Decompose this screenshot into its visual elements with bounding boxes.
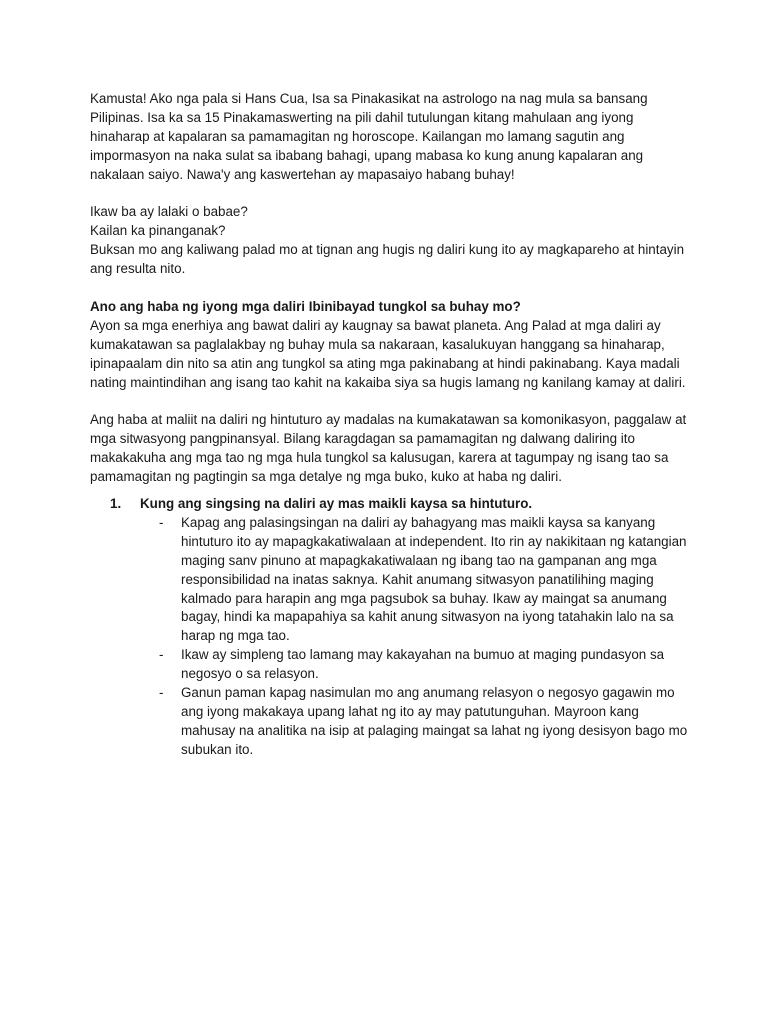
list-number: 1.: [110, 495, 122, 511]
dash-marker: -: [159, 514, 164, 530]
instruction-palm: Buksan mo ang kaliwang palad mo at tignan ang hugis ng daliri kung ito ay magkapareho at hintayin ang resulta nito.: [90, 242, 685, 277]
list-item: [90, 495, 690, 760]
bullet-item: [140, 514, 690, 646]
paragraph-spacer: [90, 185, 690, 204]
list-item-title: Kung ang singsing na daliri ay mas maikli kaysa sa hintuturo.: [140, 495, 533, 511]
dash-marker: -: [159, 685, 164, 701]
bullet-item: [140, 684, 690, 760]
section-paragraph-2: Ang haba at maliit na daliri ng hintuturo ay madalas na kumakatawan sa komonikasyon, paggalaw at mga sitwasyong pangpinansyal. Bilang karagdagan sa pamamagitan ng dalwang daliring ito makakakuha ang mga tao ng mga hula tungkol sa kalusugan, karera at tagumpay ng isang tao sa pamamagitan ng pagtingin sa mga detalye ng mga buko, kuko at haba ng daliri.: [90, 412, 687, 485]
bullet-text: Ganun paman kapag nasimulan mo ang anumang relasyon o negosyo gagawin mo ang iyong makakaya upang lahat ng ito ay may patutunguhan. Mayroon kang mahusay na analitika na isip at palaging maingat sa lahat ng iyong desisyon bago mo subukan ito.: [181, 685, 688, 757]
dash-marker: -: [159, 647, 164, 663]
paragraph-spacer: [90, 279, 690, 298]
bullet-text: Kapag ang palasingsingan na daliri ay bahagyang mas maikli kaysa sa kanyang hintuturo ito ay mapagkakatiwalaan at independent. Ito rin ay nakikitaan ng katangian maging sanv pinuno at mapagkakatiwalaan ng ibang tao na gampanan ang mga responsibilidad na inatas saknya. Kahit anumang sitwasyon panatilihing maging kalmado para harapin ang mga pagsubok sa buhay. Ikaw ay maingat sa anumang bagay, hindi ka mapapahiya sa kahit anung sitwasyon na iyong tatahakin lalo na sa harap ng mga tao.: [181, 514, 687, 644]
question-birth: Kailan ka pinanganak?: [90, 223, 226, 239]
document-page: [90, 90, 690, 760]
paragraph-spacer: [90, 392, 690, 411]
question-gender: Ikaw ba ay lalaki o babae?: [90, 204, 248, 220]
bullet-text: Ikaw ay simpleng tao lamang may kakayahan na bumuo at maging pundasyon sa negosyo o sa relasyon.: [181, 647, 665, 682]
section-heading: Ano ang haba ng iyong mga daliri Ibinibayad tungkol sa buhay mo?: [90, 298, 521, 314]
bullet-item: [140, 646, 690, 684]
bullet-list: [140, 514, 690, 760]
section-paragraph-1: Ayon sa mga enerhiya ang bawat daliri ay kaugnay sa bawat planeta. Ang Palad at mga daliri ay kumakatawan sa paglalakbay ng buhay mula sa nakaraan, kasalukuyan hanggang sa hinaharap, ipinapaalam din nito sa atin ang tungkol sa ating mga pakinabang at hindi pakinabang. Kaya madali nating maintindihan ang isang tao kahit na kakaiba siya sa hugis lamang ng kanilang kamay at daliri.: [90, 317, 686, 390]
intro-paragraph: Kamusta! Ako nga pala si Hans Cua, Isa sa Pinakasikat na astrologo na nag mula sa bansang Pilipinas. Isa ka sa 15 Pinakamaswerting na pili dahil tutulungan kitang mahulaan ang iyong hinaharap at kapalaran sa pamamagitan ng horoscope. Kailangan mo lamang sagutin ang impormasyon na naka sulat sa ibabang bahagi, upang mabasa ko kung anung kapalaran ang nakalaan saiyo. Nawa'y ang kaswertehan ay mapasaiyo habang buhay!: [90, 91, 648, 182]
numbered-list: [90, 495, 690, 760]
